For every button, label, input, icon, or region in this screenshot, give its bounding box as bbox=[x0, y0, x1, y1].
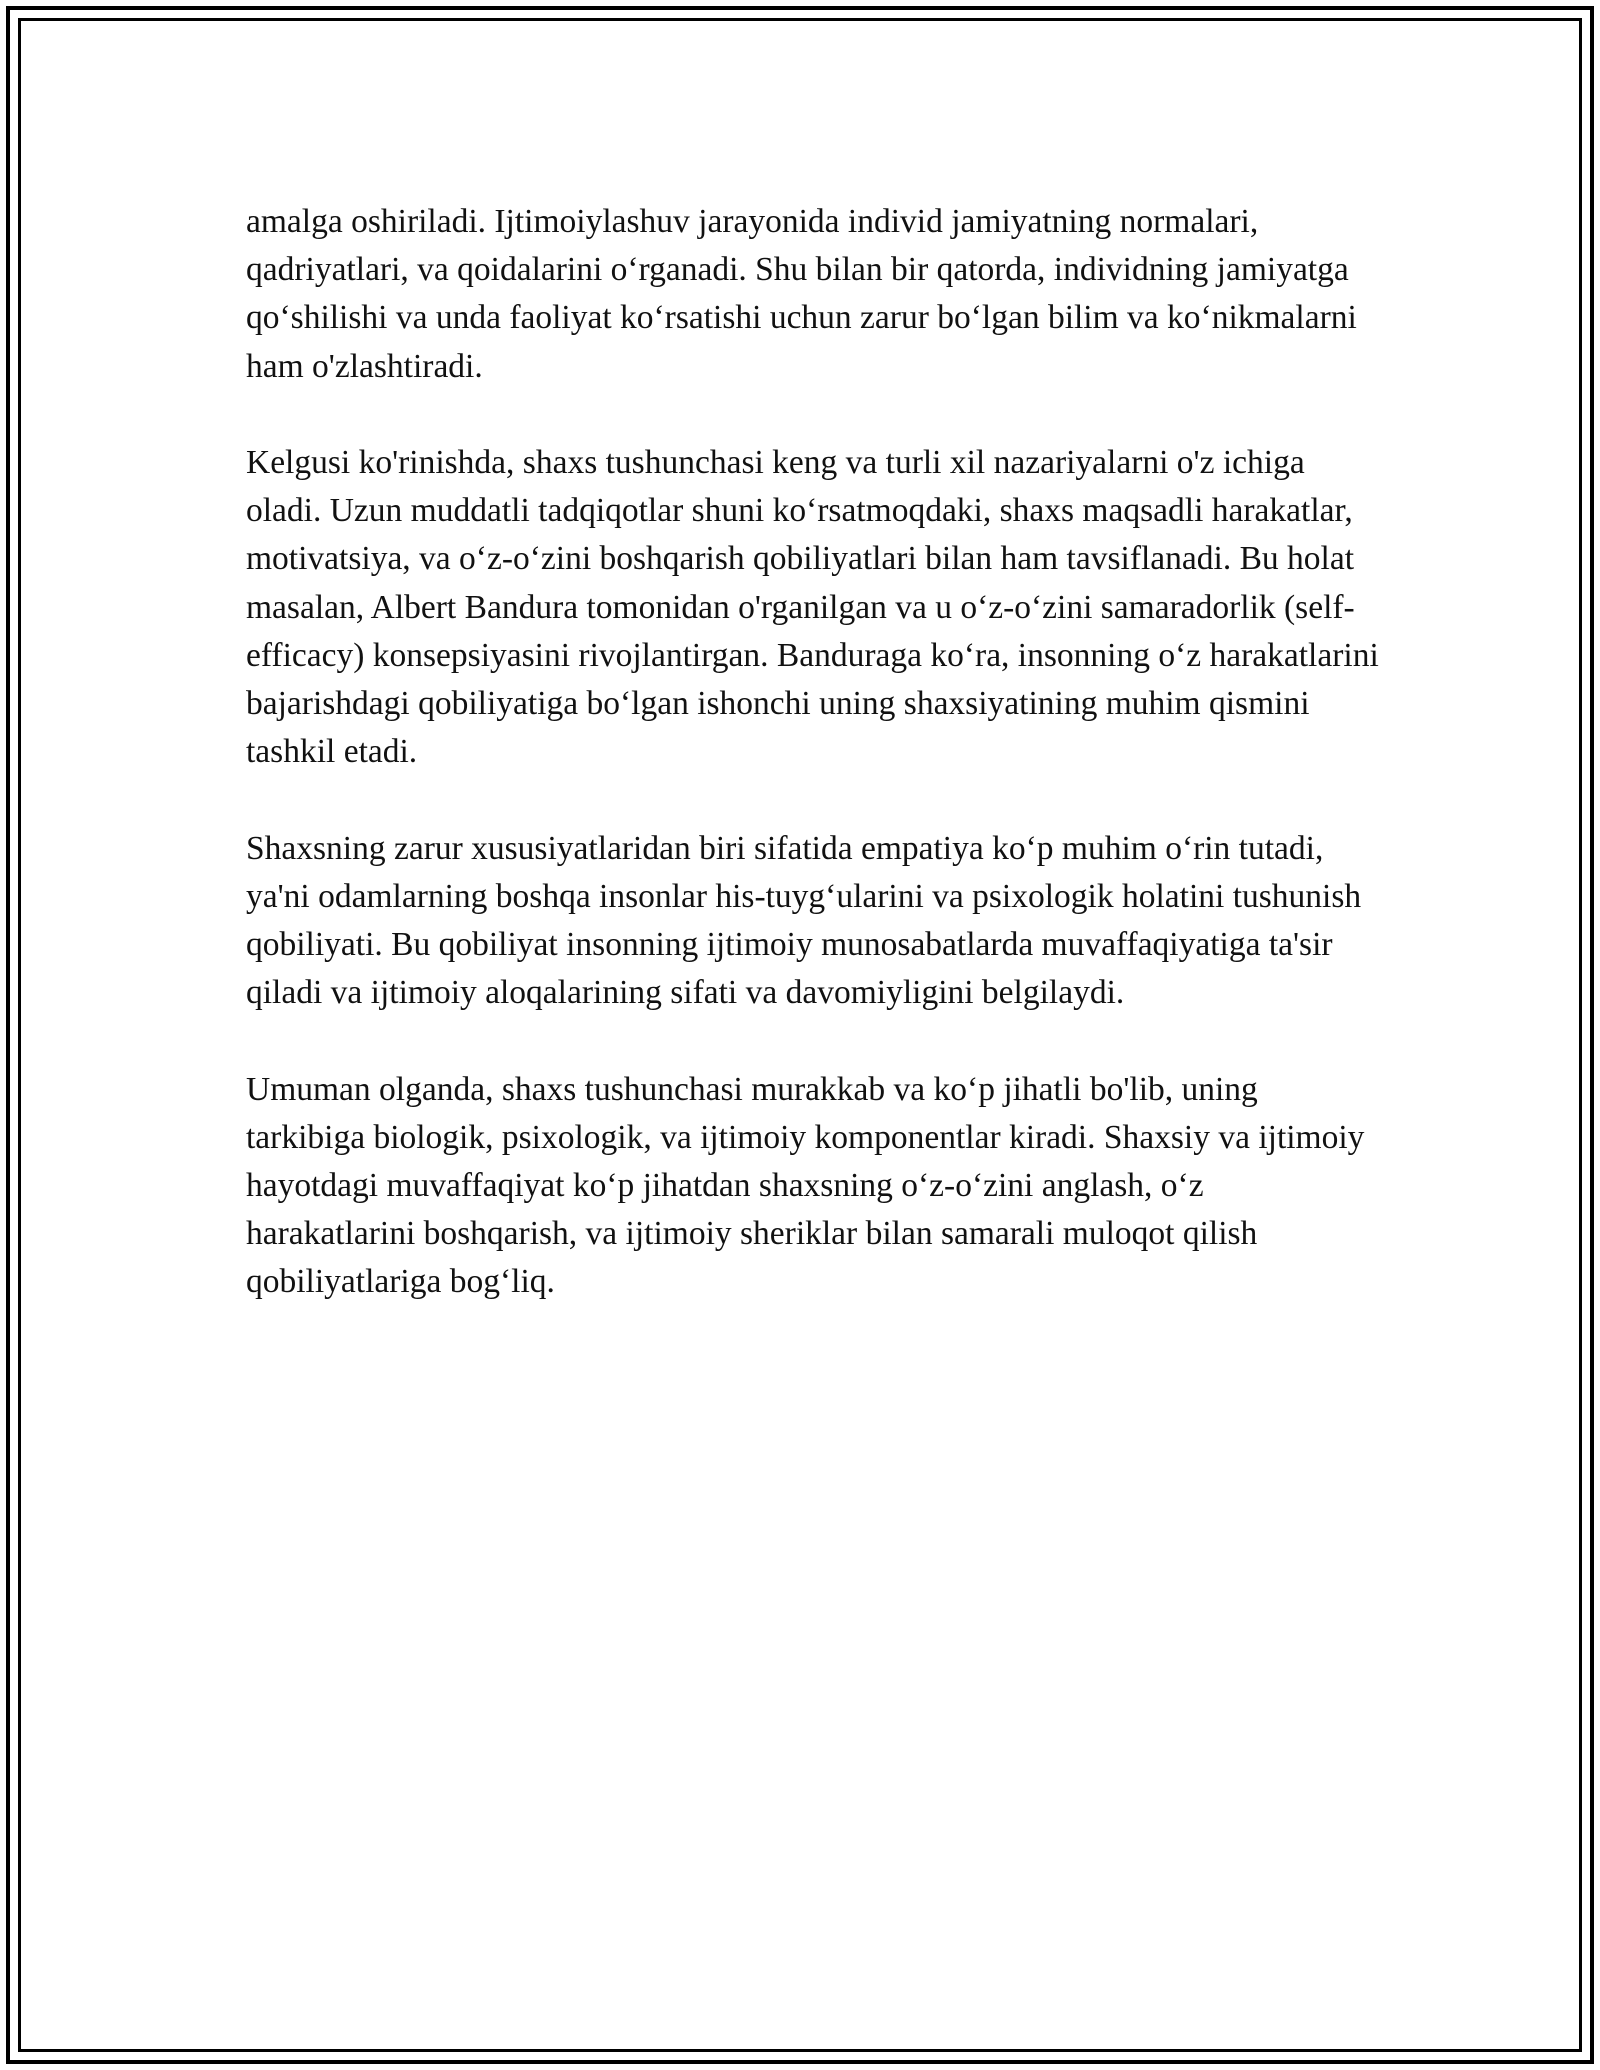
paragraph-3: Shaxsning zarur xususiyatlaridan biri sifatida empatiya ko‘p muhim o‘rin tutadi, ya'ni odamlarning boshqa insonlar his-tuyg‘ularini va psixologik holatini tushunish qobiliyati. Bu qobiliyat insonning ijtimoiy munosabatlarda muvaffaqiyatiga ta'sir qiladi va ijtimoiy aloqalarining sifati va davomiyligini belgilaydi. bbox=[246, 829, 1362, 1012]
paragraph-4: Umuman olganda, shaxs tushunchasi murakkab va ko‘p jihatli bo'lib, uning tarkibiga biologik, psixologik, va ijtimoiy komponentlar kiradi. Shaxsiy va ijtimoiy hayotdagi muvaffaqiyat ko‘p jihatdan shaxsning o‘z-o‘zini anglash, o‘z harakatlarini boshqarish, va ijtimoiy sheriklar bilan samarali muloqot qilish qobiliyatlariga bog‘liq. bbox=[246, 1070, 1365, 1301]
paragraph-2: Kelgusi ko'rinishda, shaxs tushunchasi keng va turli xil nazariyalarni o'z ichiga oladi. Uzun muddatli tadqiqotlar shuni ko‘rsatmoqdaki, shaxs maqsadli harakatlar, motivatsiya, va o‘z-o‘zini boshqarish qobiliyatlari bilan ham tavsiflanadi. Bu holat masalan, Albert Bandura tomonidan o'rganilgan va u o‘z-o‘zini samaradorlik (self-efficacy) konsepsiyasini rivojlantirgan. Banduraga ko‘ra, insonning o‘z harakatlarini bajarishdagi qobiliyatiga bo‘lgan ishonchi uning shaxsiyatining muhim qismini tashkil etadi. bbox=[246, 444, 1379, 771]
page-frame bbox=[6, 6, 1594, 2064]
page-body bbox=[246, 198, 1381, 1307]
paragraph-1: amalga oshiriladi. Ijtimoiylashuv jarayonida individ jamiyatning normalari, qadriyatlari, va qoidalarini o‘rganadi. Shu bilan bir qatorda, individning jamiyatga qo‘shilishi va unda faoliyat ko‘rsatishi uchun zarur bo‘lgan bilim va ko‘nikmalarni ham o'zlashtiradi. bbox=[246, 203, 1357, 385]
